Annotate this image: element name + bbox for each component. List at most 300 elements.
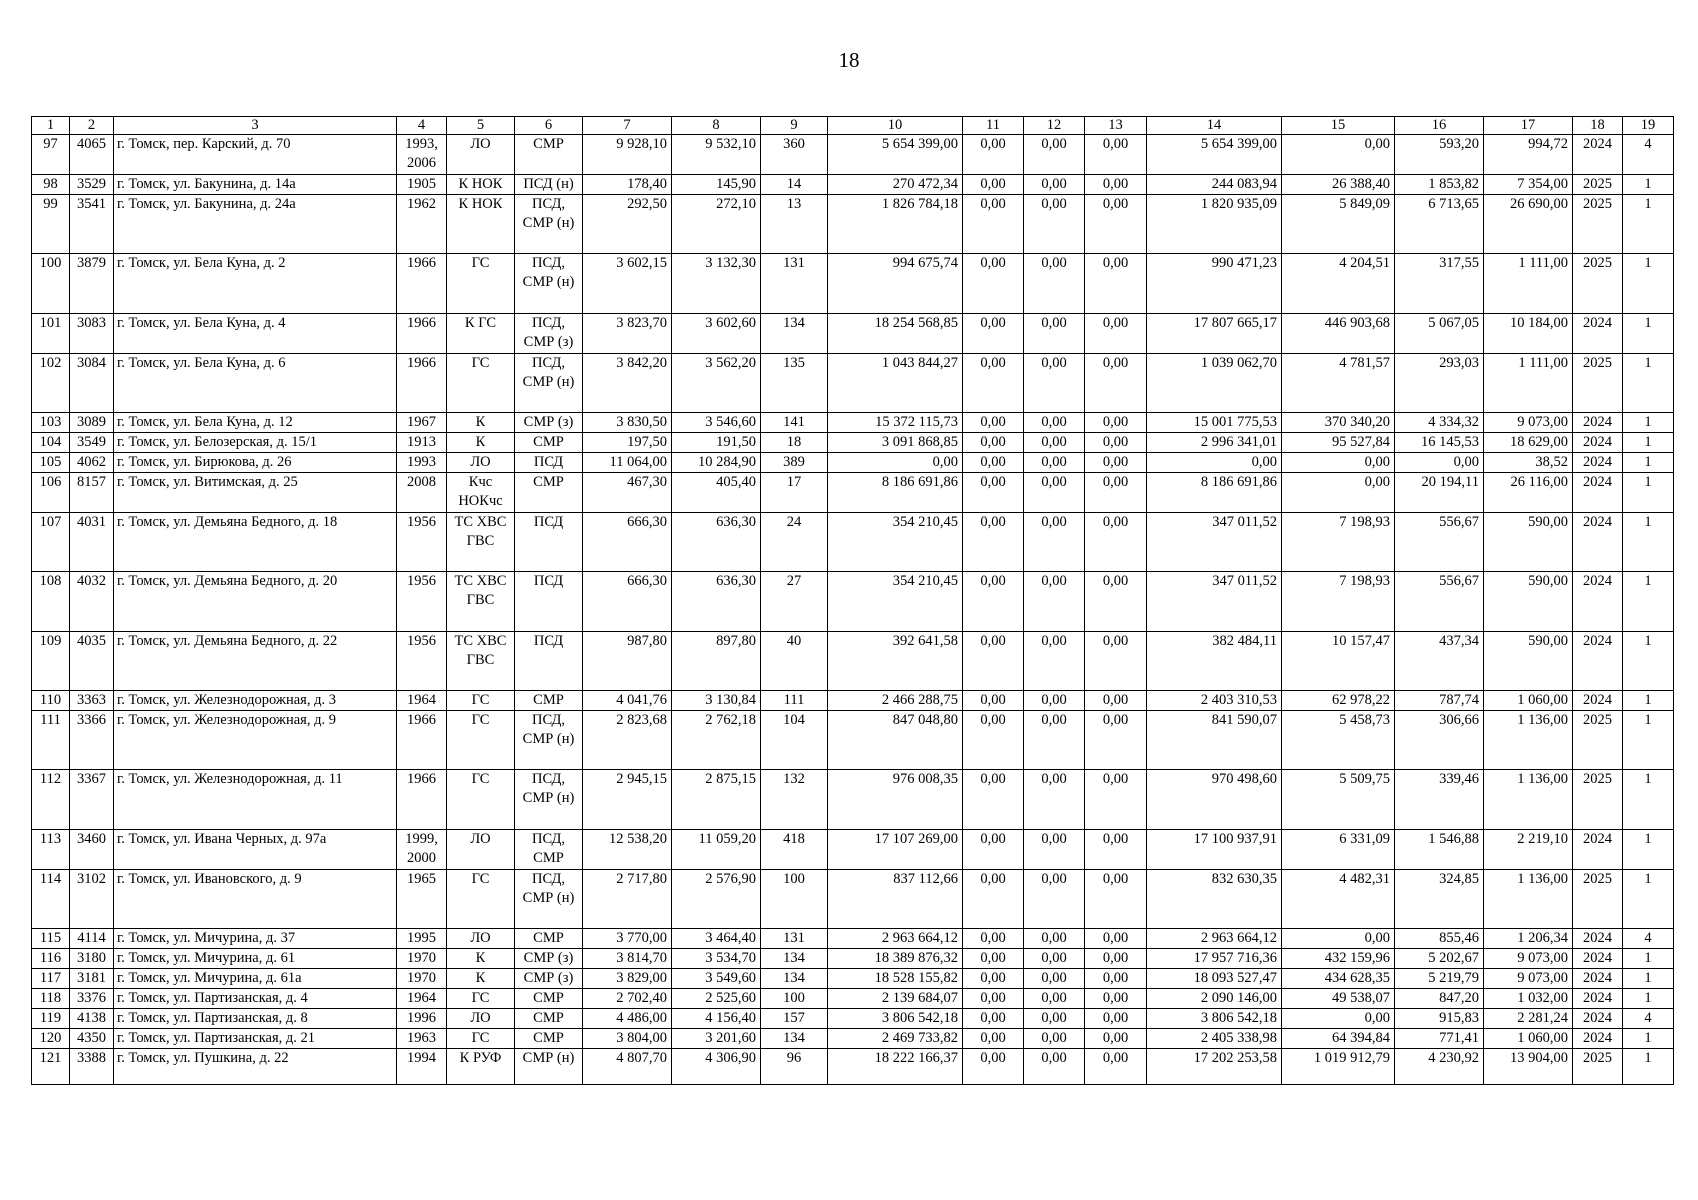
- living-area-cell: 636,30: [672, 513, 761, 572]
- row-number-cell: 114: [32, 870, 70, 929]
- total-cost-cell: 354 210,45: [828, 572, 963, 632]
- total-cost-cell: 18 528 155,82: [828, 969, 963, 989]
- address-cell: г. Томск, ул. Железнодорожная, д. 3: [114, 691, 397, 711]
- owner-cost-cell: 49 538,07: [1282, 989, 1395, 1009]
- year-cell: 1994: [397, 1049, 447, 1085]
- plan-year-cell: 2024: [1573, 413, 1623, 433]
- plan-year-cell: 2025: [1573, 254, 1623, 314]
- owner-cost-cell: 6 331,09: [1282, 830, 1395, 870]
- area-cell: 9 928,10: [583, 135, 672, 175]
- area-cell: 178,40: [583, 175, 672, 195]
- work-type-cell: К РУФ: [447, 1049, 515, 1085]
- plan-year-cell: 2025: [1573, 870, 1623, 929]
- cost-cell: 0,00: [1024, 453, 1085, 473]
- cost-cell: 0,00: [1085, 314, 1147, 354]
- category-cell: 1: [1623, 195, 1674, 254]
- table-row: [32, 929, 1674, 949]
- living-area-cell: 10 284,90: [672, 453, 761, 473]
- year-cell: 1996: [397, 1009, 447, 1029]
- fund-cost-cell: 3 806 542,18: [1147, 1009, 1282, 1029]
- category-cell: 4: [1623, 929, 1674, 949]
- cost-cell: 0,00: [1024, 711, 1085, 770]
- cost-cell: 0,00: [963, 175, 1024, 195]
- work-type-cell: ЛО: [447, 929, 515, 949]
- object-id-cell: 4350: [70, 1029, 114, 1049]
- work-type-cell: Кчс НОКчс: [447, 473, 515, 513]
- address-cell: г. Томск, ул. Мичурина, д. 61а: [114, 969, 397, 989]
- plan-year-cell: 2024: [1573, 314, 1623, 354]
- limit-cost-cell: 1 136,00: [1484, 711, 1573, 770]
- stage-cell: ПСД, СМР (н): [515, 354, 583, 413]
- residents-cell: 18: [761, 433, 828, 453]
- cost-cell: 0,00: [963, 870, 1024, 929]
- owner-cost-cell: 432 159,96: [1282, 949, 1395, 969]
- column-header: 14: [1147, 117, 1282, 135]
- area-cell: 3 804,00: [583, 1029, 672, 1049]
- plan-year-cell: 2024: [1573, 989, 1623, 1009]
- year-cell: 1964: [397, 989, 447, 1009]
- living-area-cell: 2 875,15: [672, 770, 761, 830]
- row-number-cell: 99: [32, 195, 70, 254]
- fund-cost-cell: 5 654 399,00: [1147, 135, 1282, 175]
- cost-cell: 0,00: [1024, 354, 1085, 413]
- owner-cost-cell: 0,00: [1282, 135, 1395, 175]
- page-number: 18: [838, 48, 860, 72]
- area-cell: 2 945,15: [583, 770, 672, 830]
- area-cell: 3 830,50: [583, 413, 672, 433]
- owner-cost-cell: 4 204,51: [1282, 254, 1395, 314]
- limit-cost-cell: 9 073,00: [1484, 413, 1573, 433]
- cost-cell: 0,00: [1085, 453, 1147, 473]
- limit-cost-cell: 10 184,00: [1484, 314, 1573, 354]
- cost-cell: 0,00: [963, 989, 1024, 1009]
- living-area-cell: 3 562,20: [672, 354, 761, 413]
- category-cell: 4: [1623, 135, 1674, 175]
- stage-cell: СМР: [515, 1009, 583, 1029]
- year-cell: 1964: [397, 691, 447, 711]
- limit-cost-cell: 590,00: [1484, 572, 1573, 632]
- residents-cell: 100: [761, 989, 828, 1009]
- plan-year-cell: 2024: [1573, 929, 1623, 949]
- residents-cell: 27: [761, 572, 828, 632]
- column-header: 1: [32, 117, 70, 135]
- plan-year-cell: 2024: [1573, 691, 1623, 711]
- row-number-cell: 102: [32, 354, 70, 413]
- year-cell: 1966: [397, 354, 447, 413]
- object-id-cell: 3388: [70, 1049, 114, 1085]
- total-cost-cell: 15 372 115,73: [828, 413, 963, 433]
- year-cell: 1965: [397, 870, 447, 929]
- cost-cell: 0,00: [1085, 413, 1147, 433]
- table-row: [32, 433, 1674, 453]
- fund-cost-cell: 244 083,94: [1147, 175, 1282, 195]
- cost-cell: 0,00: [1024, 1049, 1085, 1085]
- residents-cell: 134: [761, 969, 828, 989]
- area-cell: 4 807,70: [583, 1049, 672, 1085]
- area-cell: 292,50: [583, 195, 672, 254]
- limit-cost-cell: 1 111,00: [1484, 254, 1573, 314]
- year-cell: 1966: [397, 314, 447, 354]
- stage-cell: ПСД, СМР (з): [515, 314, 583, 354]
- row-number-cell: 120: [32, 1029, 70, 1049]
- residents-cell: 104: [761, 711, 828, 770]
- owner-cost-cell: 0,00: [1282, 1009, 1395, 1029]
- table-row: [32, 254, 1674, 314]
- unit-cost-cell: 339,46: [1395, 770, 1484, 830]
- category-cell: 1: [1623, 830, 1674, 870]
- area-cell: 467,30: [583, 473, 672, 513]
- area-cell: 11 064,00: [583, 453, 672, 473]
- unit-cost-cell: 437,34: [1395, 632, 1484, 691]
- cost-cell: 0,00: [1024, 691, 1085, 711]
- cost-cell: 0,00: [963, 354, 1024, 413]
- unit-cost-cell: 324,85: [1395, 870, 1484, 929]
- cost-cell: 0,00: [1085, 195, 1147, 254]
- unit-cost-cell: 556,67: [1395, 513, 1484, 572]
- living-area-cell: 405,40: [672, 473, 761, 513]
- unit-cost-cell: 787,74: [1395, 691, 1484, 711]
- work-type-cell: ГС: [447, 770, 515, 830]
- address-cell: г. Томск, ул. Демьяна Бедного, д. 22: [114, 632, 397, 691]
- limit-cost-cell: 7 354,00: [1484, 175, 1573, 195]
- unit-cost-cell: 306,66: [1395, 711, 1484, 770]
- stage-cell: СМР: [515, 135, 583, 175]
- year-cell: 1963: [397, 1029, 447, 1049]
- cost-cell: 0,00: [1024, 513, 1085, 572]
- table-row: [32, 314, 1674, 354]
- object-id-cell: 3181: [70, 969, 114, 989]
- residents-cell: 17: [761, 473, 828, 513]
- unit-cost-cell: 1 546,88: [1395, 830, 1484, 870]
- row-number-cell: 115: [32, 929, 70, 949]
- row-number-cell: 116: [32, 949, 70, 969]
- area-cell: 666,30: [583, 513, 672, 572]
- cost-cell: 0,00: [1085, 135, 1147, 175]
- plan-year-cell: 2024: [1573, 433, 1623, 453]
- total-cost-cell: 18 254 568,85: [828, 314, 963, 354]
- table-row: [32, 711, 1674, 770]
- living-area-cell: 4 156,40: [672, 1009, 761, 1029]
- row-number-cell: 118: [32, 989, 70, 1009]
- cost-cell: 0,00: [1024, 433, 1085, 453]
- stage-cell: ПСД, СМР: [515, 830, 583, 870]
- total-cost-cell: 2 469 733,82: [828, 1029, 963, 1049]
- stage-cell: ПСД (н): [515, 175, 583, 195]
- row-number-cell: 119: [32, 1009, 70, 1029]
- fund-cost-cell: 2 090 146,00: [1147, 989, 1282, 1009]
- plan-year-cell: 2025: [1573, 711, 1623, 770]
- stage-cell: СМР: [515, 691, 583, 711]
- work-type-cell: ЛО: [447, 1009, 515, 1029]
- category-cell: 1: [1623, 572, 1674, 632]
- owner-cost-cell: 1 019 912,79: [1282, 1049, 1395, 1085]
- residents-cell: 134: [761, 949, 828, 969]
- cost-cell: 0,00: [1085, 473, 1147, 513]
- cost-cell: 0,00: [963, 770, 1024, 830]
- year-cell: 1966: [397, 711, 447, 770]
- cost-cell: 0,00: [963, 929, 1024, 949]
- column-header: 10: [828, 117, 963, 135]
- year-cell: 1966: [397, 254, 447, 314]
- limit-cost-cell: 18 629,00: [1484, 433, 1573, 453]
- stage-cell: ПСД, СМР (н): [515, 711, 583, 770]
- address-cell: г. Томск, ул. Пушкина, д. 22: [114, 1049, 397, 1085]
- cost-cell: 0,00: [1085, 770, 1147, 830]
- area-cell: 4 486,00: [583, 1009, 672, 1029]
- object-id-cell: 3083: [70, 314, 114, 354]
- residents-cell: 134: [761, 1029, 828, 1049]
- owner-cost-cell: 4 781,57: [1282, 354, 1395, 413]
- object-id-cell: 3376: [70, 989, 114, 1009]
- object-id-cell: 3367: [70, 770, 114, 830]
- object-id-cell: 3460: [70, 830, 114, 870]
- cost-cell: 0,00: [963, 254, 1024, 314]
- cost-cell: 0,00: [1085, 711, 1147, 770]
- cost-cell: 0,00: [963, 1049, 1024, 1085]
- living-area-cell: 3 546,60: [672, 413, 761, 433]
- total-cost-cell: 994 675,74: [828, 254, 963, 314]
- residents-cell: 13: [761, 195, 828, 254]
- plan-year-cell: 2024: [1573, 453, 1623, 473]
- work-type-cell: К: [447, 433, 515, 453]
- row-number-cell: 101: [32, 314, 70, 354]
- work-type-cell: ТС ХВС ГВС: [447, 513, 515, 572]
- cost-cell: 0,00: [1085, 175, 1147, 195]
- category-cell: 1: [1623, 413, 1674, 433]
- housing-repair-table: [31, 116, 1674, 1085]
- limit-cost-cell: 994,72: [1484, 135, 1573, 175]
- row-number-cell: 110: [32, 691, 70, 711]
- column-header: 16: [1395, 117, 1484, 135]
- limit-cost-cell: 9 073,00: [1484, 949, 1573, 969]
- total-cost-cell: 1 043 844,27: [828, 354, 963, 413]
- cost-cell: 0,00: [1085, 513, 1147, 572]
- unit-cost-cell: 20 194,11: [1395, 473, 1484, 513]
- cost-cell: 0,00: [963, 413, 1024, 433]
- stage-cell: СМР: [515, 989, 583, 1009]
- stage-cell: ПСД: [515, 632, 583, 691]
- address-cell: г. Томск, ул. Партизанская, д. 4: [114, 989, 397, 1009]
- residents-cell: 132: [761, 770, 828, 830]
- object-id-cell: 4032: [70, 572, 114, 632]
- address-cell: г. Томск, ул. Бакунина, д. 14а: [114, 175, 397, 195]
- plan-year-cell: 2024: [1573, 572, 1623, 632]
- cost-cell: 0,00: [1085, 1009, 1147, 1029]
- cost-cell: 0,00: [963, 135, 1024, 175]
- limit-cost-cell: 2 281,24: [1484, 1009, 1573, 1029]
- limit-cost-cell: 1 032,00: [1484, 989, 1573, 1009]
- category-cell: 1: [1623, 691, 1674, 711]
- category-cell: 1: [1623, 354, 1674, 413]
- column-header: 18: [1573, 117, 1623, 135]
- cost-cell: 0,00: [963, 711, 1024, 770]
- row-number-cell: 103: [32, 413, 70, 433]
- total-cost-cell: 2 963 664,12: [828, 929, 963, 949]
- work-type-cell: ГС: [447, 1029, 515, 1049]
- residents-cell: 135: [761, 354, 828, 413]
- fund-cost-cell: 990 471,23: [1147, 254, 1282, 314]
- cost-cell: 0,00: [963, 572, 1024, 632]
- table-row: [32, 969, 1674, 989]
- row-number-cell: 104: [32, 433, 70, 453]
- object-id-cell: 3180: [70, 949, 114, 969]
- living-area-cell: 145,90: [672, 175, 761, 195]
- unit-cost-cell: 4 230,92: [1395, 1049, 1484, 1085]
- living-area-cell: 3 549,60: [672, 969, 761, 989]
- cost-cell: 0,00: [1085, 1029, 1147, 1049]
- owner-cost-cell: 5 849,09: [1282, 195, 1395, 254]
- plan-year-cell: 2024: [1573, 949, 1623, 969]
- work-type-cell: К: [447, 949, 515, 969]
- stage-cell: ПСД: [515, 572, 583, 632]
- address-cell: г. Томск, ул. Белозерская, д. 15/1: [114, 433, 397, 453]
- owner-cost-cell: 26 388,40: [1282, 175, 1395, 195]
- fund-cost-cell: 17 100 937,91: [1147, 830, 1282, 870]
- residents-cell: 157: [761, 1009, 828, 1029]
- residents-cell: 111: [761, 691, 828, 711]
- total-cost-cell: 1 826 784,18: [828, 195, 963, 254]
- owner-cost-cell: 5 509,75: [1282, 770, 1395, 830]
- row-number-cell: 107: [32, 513, 70, 572]
- object-id-cell: 4031: [70, 513, 114, 572]
- limit-cost-cell: 1 060,00: [1484, 691, 1573, 711]
- cost-cell: 0,00: [1024, 632, 1085, 691]
- year-cell: 1993, 2006: [397, 135, 447, 175]
- residents-cell: 100: [761, 870, 828, 929]
- cost-cell: 0,00: [1024, 989, 1085, 1009]
- year-cell: 1967: [397, 413, 447, 433]
- category-cell: 1: [1623, 1049, 1674, 1085]
- limit-cost-cell: 9 073,00: [1484, 969, 1573, 989]
- stage-cell: СМР: [515, 433, 583, 453]
- row-number-cell: 113: [32, 830, 70, 870]
- cost-cell: 0,00: [1024, 572, 1085, 632]
- work-type-cell: ГС: [447, 254, 515, 314]
- stage-cell: СМР: [515, 473, 583, 513]
- plan-year-cell: 2024: [1573, 1009, 1623, 1029]
- table-row: [32, 949, 1674, 969]
- cost-cell: 0,00: [1085, 830, 1147, 870]
- living-area-cell: 2 762,18: [672, 711, 761, 770]
- table-row: [32, 513, 1674, 572]
- work-type-cell: ЛО: [447, 135, 515, 175]
- unit-cost-cell: 771,41: [1395, 1029, 1484, 1049]
- category-cell: 1: [1623, 314, 1674, 354]
- year-cell: 1905: [397, 175, 447, 195]
- cost-cell: 0,00: [1024, 969, 1085, 989]
- cost-cell: 0,00: [963, 513, 1024, 572]
- owner-cost-cell: 0,00: [1282, 929, 1395, 949]
- fund-cost-cell: 17 202 253,58: [1147, 1049, 1282, 1085]
- area-cell: 3 842,20: [583, 354, 672, 413]
- category-cell: 1: [1623, 870, 1674, 929]
- object-id-cell: 3084: [70, 354, 114, 413]
- address-cell: г. Томск, ул. Ивановского, д. 9: [114, 870, 397, 929]
- cost-cell: 0,00: [1085, 969, 1147, 989]
- stage-cell: СМР: [515, 1029, 583, 1049]
- cost-cell: 0,00: [1024, 175, 1085, 195]
- object-id-cell: 3549: [70, 433, 114, 453]
- cost-cell: 0,00: [1085, 254, 1147, 314]
- row-number-cell: 109: [32, 632, 70, 691]
- address-cell: г. Томск, ул. Бакунина, д. 24а: [114, 195, 397, 254]
- cost-cell: 0,00: [963, 632, 1024, 691]
- cost-cell: 0,00: [1024, 929, 1085, 949]
- unit-cost-cell: 293,03: [1395, 354, 1484, 413]
- object-id-cell: 8157: [70, 473, 114, 513]
- cost-cell: 0,00: [963, 691, 1024, 711]
- unit-cost-cell: 5 067,05: [1395, 314, 1484, 354]
- living-area-cell: 3 130,84: [672, 691, 761, 711]
- address-cell: г. Томск, пер. Карский, д. 70: [114, 135, 397, 175]
- fund-cost-cell: 347 011,52: [1147, 572, 1282, 632]
- table-row: [32, 1049, 1674, 1085]
- work-type-cell: ГС: [447, 691, 515, 711]
- limit-cost-cell: 2 219,10: [1484, 830, 1573, 870]
- address-cell: г. Томск, ул. Бела Куна, д. 6: [114, 354, 397, 413]
- stage-cell: ПСД: [515, 513, 583, 572]
- stage-cell: СМР (з): [515, 413, 583, 433]
- total-cost-cell: 17 107 269,00: [828, 830, 963, 870]
- owner-cost-cell: 95 527,84: [1282, 433, 1395, 453]
- fund-cost-cell: 1 820 935,09: [1147, 195, 1282, 254]
- object-id-cell: 4114: [70, 929, 114, 949]
- area-cell: 12 538,20: [583, 830, 672, 870]
- area-cell: 3 814,70: [583, 949, 672, 969]
- unit-cost-cell: 915,83: [1395, 1009, 1484, 1029]
- cost-cell: 0,00: [1024, 830, 1085, 870]
- total-cost-cell: 2 466 288,75: [828, 691, 963, 711]
- cost-cell: 0,00: [1085, 354, 1147, 413]
- cost-cell: 0,00: [963, 949, 1024, 969]
- cost-cell: 0,00: [963, 830, 1024, 870]
- total-cost-cell: 3 091 868,85: [828, 433, 963, 453]
- fund-cost-cell: 2 403 310,53: [1147, 691, 1282, 711]
- living-area-cell: 3 464,40: [672, 929, 761, 949]
- column-header: 6: [515, 117, 583, 135]
- table-row: [32, 135, 1674, 175]
- column-header: 15: [1282, 117, 1395, 135]
- unit-cost-cell: 6 713,65: [1395, 195, 1484, 254]
- cost-cell: 0,00: [1024, 254, 1085, 314]
- total-cost-cell: 354 210,45: [828, 513, 963, 572]
- owner-cost-cell: 62 978,22: [1282, 691, 1395, 711]
- cost-cell: 0,00: [1024, 1029, 1085, 1049]
- plan-year-cell: 2025: [1573, 1049, 1623, 1085]
- year-cell: 1970: [397, 969, 447, 989]
- work-type-cell: ЛО: [447, 453, 515, 473]
- fund-cost-cell: 2 405 338,98: [1147, 1029, 1282, 1049]
- area-cell: 197,50: [583, 433, 672, 453]
- column-number-row: [32, 117, 1674, 135]
- category-cell: 1: [1623, 989, 1674, 1009]
- year-cell: 1956: [397, 513, 447, 572]
- column-header: 8: [672, 117, 761, 135]
- plan-year-cell: 2025: [1573, 354, 1623, 413]
- row-number-cell: 105: [32, 453, 70, 473]
- cost-cell: 0,00: [1085, 929, 1147, 949]
- cost-cell: 0,00: [963, 1029, 1024, 1049]
- plan-year-cell: 2025: [1573, 770, 1623, 830]
- plan-year-cell: 2025: [1573, 175, 1623, 195]
- cost-cell: 0,00: [1085, 572, 1147, 632]
- unit-cost-cell: 16 145,53: [1395, 433, 1484, 453]
- column-header: 19: [1623, 117, 1674, 135]
- row-number-cell: 108: [32, 572, 70, 632]
- unit-cost-cell: 317,55: [1395, 254, 1484, 314]
- fund-cost-cell: 970 498,60: [1147, 770, 1282, 830]
- fund-cost-cell: 382 484,11: [1147, 632, 1282, 691]
